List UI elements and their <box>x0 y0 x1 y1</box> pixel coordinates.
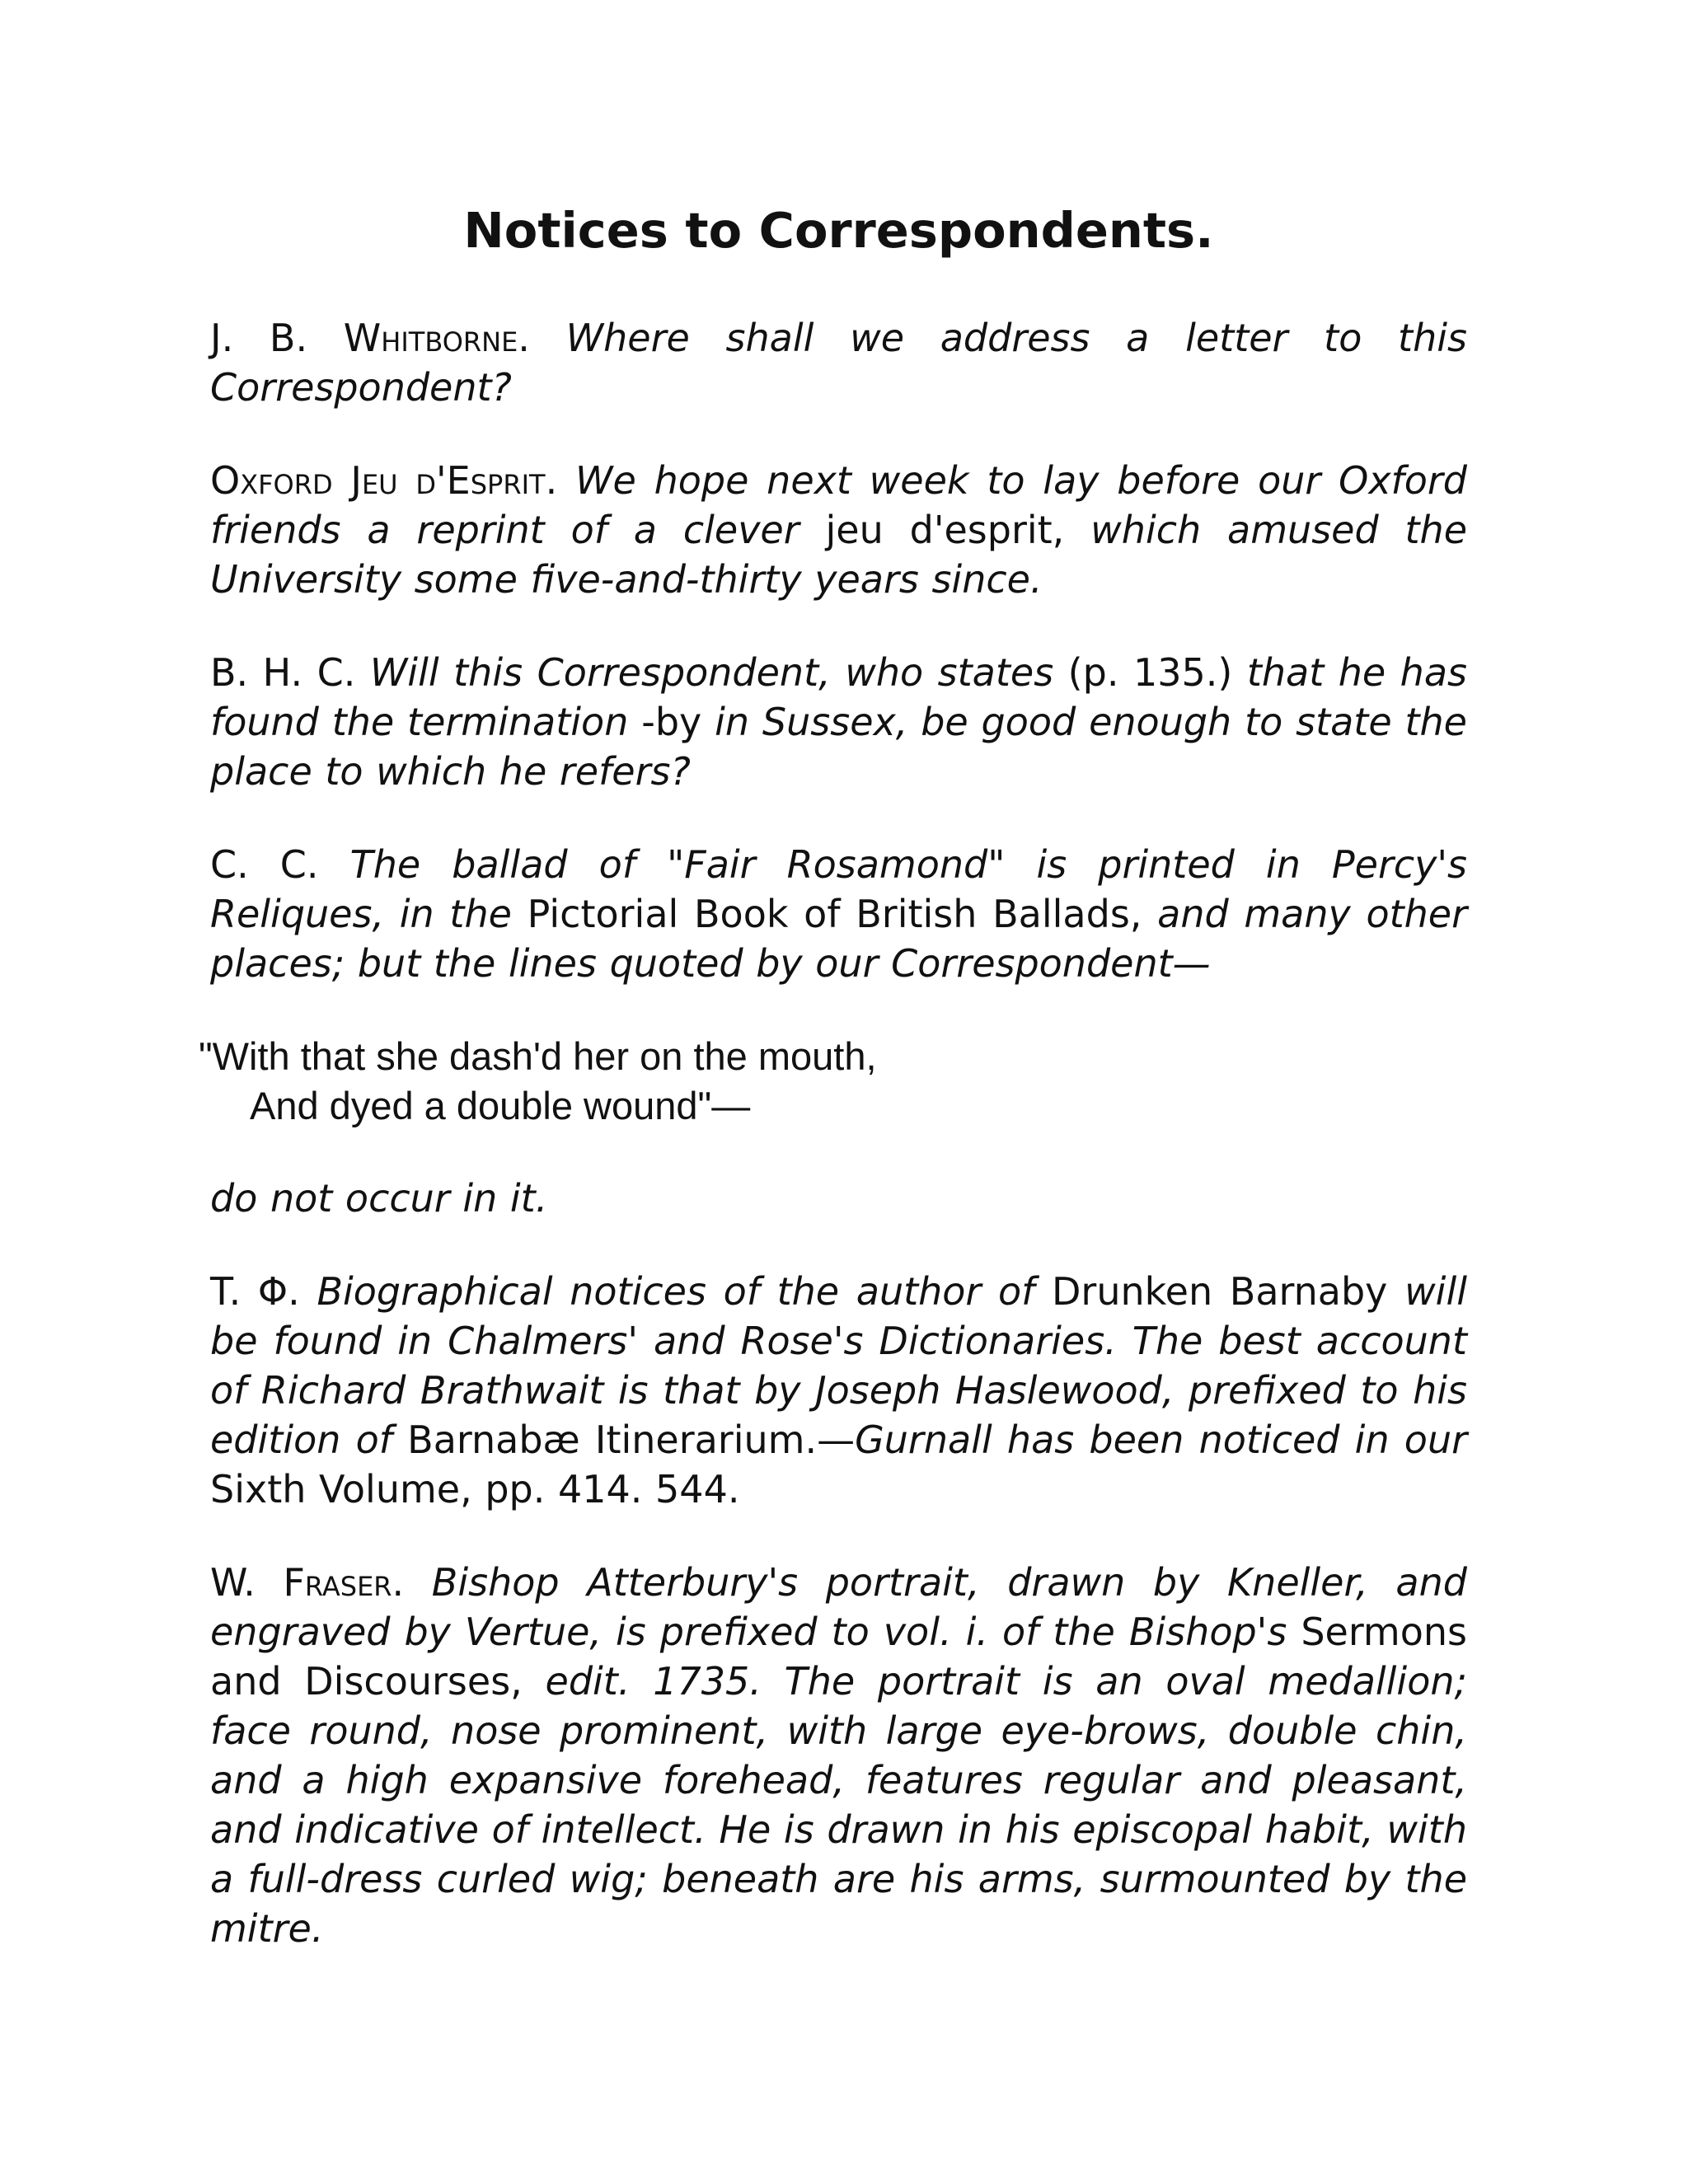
notice-roman-text: (p. 135.) <box>1067 650 1233 695</box>
notice-text: edit. 1735. The portrait is an oval medallion; face round, nose prominent, with large eye-brows, double chin, and a high expansive forehead, features regular and pleasant, and indicative of intellect. He is drawn in his episcopal habit, with a full-dress curled wig; beneath are his arms, surmounted by the mitre. <box>210 1659 1468 1951</box>
quote-continuation <box>210 1174 1467 1223</box>
notice-text: which amused the University some five-and-thirty years since. <box>210 508 1468 602</box>
ballad-quote <box>199 1032 1467 1131</box>
notice-bhc <box>210 648 1467 796</box>
notice-roman-text: jeu d'esprit, <box>825 508 1065 552</box>
notice-text: We hope next week to lay before our Oxford friends a reprint of a clever <box>210 458 1467 552</box>
notice-text: Will this Correspondent, who states <box>369 650 1054 695</box>
notice-roman-text: Sixth Volume, pp. 414. 544. <box>210 1467 740 1511</box>
notice-name: W. Fraser <box>210 1560 392 1605</box>
quote-line: "With that she dash'd her on the mouth, <box>199 1034 877 1078</box>
notice-roman-text: -by <box>641 700 702 744</box>
notice-text: will be found in Chalmers' and Rose's Dictionaries. The best account of Richard Brathwait is that by Joseph Haslewood, prefixed to his edition of <box>210 1269 1468 1462</box>
notice-roman-text: Sermons and Discourses, <box>210 1610 1467 1704</box>
quote-line: And dyed a double wound"— <box>250 1084 751 1127</box>
document-page <box>199 194 1468 1997</box>
notice-name: Oxford Jeu d'Esprit <box>210 458 546 503</box>
notice-text: Biographical notices of the author of <box>316 1269 1035 1314</box>
notice-text: Where shall we address a letter to this Correspondent? <box>210 316 1467 410</box>
notice-text: Gurnall has been noticed in our <box>855 1418 1468 1462</box>
notice-text: do not occur in it. <box>210 1176 548 1221</box>
notice-text: and many other places; but the lines quoted by our Correspondent— <box>210 892 1468 986</box>
page-title: Notices to Correspondents. <box>463 202 1214 259</box>
notice-text: in Sussex, be good enough to state the place to which he refers? <box>210 700 1467 794</box>
notice-text: Bishop Atterbury's portrait, drawn by Kneller, and engraved by Vertue, is prefixed to vol. i. of the Bishop's <box>210 1560 1467 1654</box>
notice-roman-text: Drunken Barnaby <box>1052 1269 1388 1314</box>
notice-text: that he has found the termination <box>210 650 1467 744</box>
notice-t-phi <box>210 1267 1467 1514</box>
notice-name: J. B. Whitborne <box>210 316 518 360</box>
notice-roman-text: Barnabæ Itinerarium.— <box>407 1418 856 1462</box>
notice-fraser: W. Fraser. Bishop Atterbury's portrait, drawn by Kneller, and engraved by Vertue, is prefixed to vol. i. of the Bishop's Sermons and Discourses, edit. 1735. The portrait is an oval medallion; face round, nose prominent, with large eye-brows, double chin, and a high expansive forehead, features regular and pleasant, and indicative of intellect. He is drawn in his episcopal habit, with a full-dress curled wig; beneath are his arms, surmounted by the mitre. <box>210 1560 1468 1951</box>
notice-name: B. H. C. <box>210 650 356 695</box>
notice-cc <box>210 840 1467 988</box>
notice-name: C. C. <box>210 842 319 887</box>
notice-oxford-jeu-d-esprit: Oxford Jeu d'Esprit. We hope next week to lay before our Oxford friends a reprint of a clever jeu d'esprit, which amused the University some five-and-thirty years since. <box>210 458 1468 602</box>
notice-name: T. Φ. <box>210 1269 300 1314</box>
notice-whitborne: J. B. Whitborne. Where shall we address a letter to this Correspondent? <box>210 316 1467 410</box>
notice-roman-text: Pictorial Book of British Ballads, <box>527 892 1142 936</box>
notice-text: The ballad of "Fair Rosamond" is printed in Percy's Reliques, in the <box>210 842 1467 936</box>
